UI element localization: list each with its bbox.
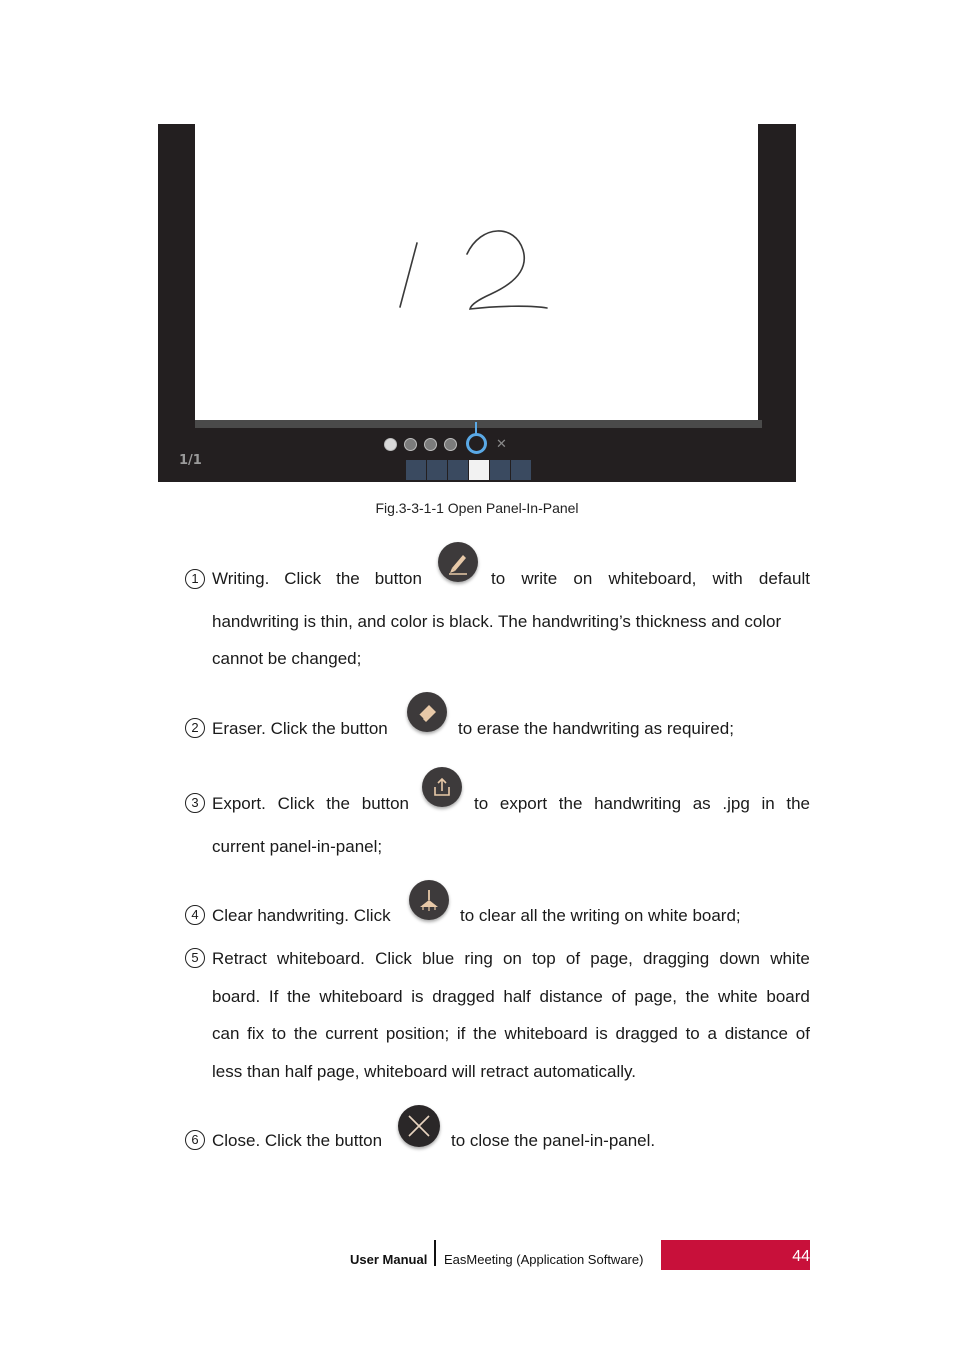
item-5-line-3: can fix to the current position; if the whiteboard is dragged to a distance of (212, 1024, 810, 1043)
item-number: 5 (185, 948, 205, 968)
item-1-line-1-after: to write on whiteboard, with default (491, 569, 810, 588)
item-number: 1 (185, 569, 205, 589)
item-number: 2 (185, 718, 205, 738)
footer-separator (434, 1240, 436, 1266)
item-3-line-2: current panel-in-panel; (212, 837, 383, 856)
whiteboard-bottom-bar (195, 420, 762, 428)
close-tool-icon[interactable]: ✕ (496, 436, 507, 451)
eraser-tool-icon[interactable] (404, 438, 417, 451)
item-4-line-1-after: to clear all the writing on white board; (460, 906, 741, 925)
footer-page-bar (661, 1240, 810, 1270)
item-2-line-1-before: Eraser. Click the button (212, 719, 388, 738)
figure-caption: Fig.3-3-1-1 Open Panel-In-Panel (375, 500, 579, 516)
item-3-line-1-before: Export. Click the button (212, 794, 409, 813)
eraser-icon[interactable] (511, 460, 531, 480)
item-1-line-2: handwriting is thin, and color is black. The handwriting’s thickness and color (212, 612, 782, 631)
export-icon[interactable] (422, 767, 462, 807)
menu-icon[interactable] (406, 460, 426, 480)
broom-icon[interactable] (409, 880, 449, 920)
bottom-toolbar (406, 460, 531, 480)
pen-tool-icon[interactable] (384, 438, 397, 451)
page-indicator: 1/1 (179, 453, 202, 468)
footer-app-name: EasMeeting (Application Software) (444, 1252, 644, 1267)
footer-manual-label: User Manual (350, 1252, 428, 1267)
page-number: 44 (792, 1248, 810, 1265)
marker-icon[interactable] (490, 460, 510, 480)
item-1-line-3: cannot be changed; (212, 649, 362, 668)
item-6-line-1-before: Close. Click the button (212, 1131, 383, 1150)
panel-in-panel-figure (158, 124, 796, 482)
item-5-line-4: less than half page, whiteboard will retract automatically. (212, 1062, 636, 1081)
hand-icon[interactable] (448, 460, 468, 480)
whiteboard-canvas[interactable] (195, 124, 758, 421)
page-footer (0, 1240, 954, 1270)
handwriting-12-drawing (195, 124, 758, 421)
clear-tool-icon[interactable] (444, 438, 457, 451)
item-number: 4 (185, 905, 205, 925)
close-icon[interactable] (398, 1105, 440, 1147)
pen-icon[interactable] (469, 460, 489, 480)
screen-icon[interactable] (427, 460, 447, 480)
item-1-line-1-before: Writing. Click the button (212, 569, 422, 588)
export-tool-icon[interactable] (424, 438, 437, 451)
pen-icon[interactable] (438, 542, 478, 582)
item-2-line-1-after: to erase the handwriting as required; (458, 719, 734, 738)
item-number: 6 (185, 1130, 205, 1150)
eraser-icon[interactable] (407, 692, 447, 732)
item-6-line-1-after: to close the panel-in-panel. (451, 1131, 656, 1150)
item-5-line-2: board. If the whiteboard is dragged half distance of page, the white board (212, 987, 810, 1006)
item-number: 3 (185, 793, 205, 813)
retract-ring-handle[interactable] (466, 433, 487, 454)
item-3-line-1-after: to export the handwriting as .jpg in the (474, 794, 810, 813)
item-4-line-1-before: Clear handwriting. Click (212, 906, 391, 925)
item-5-line-1: Retract whiteboard. Click blue ring on top of page, dragging down white (212, 949, 810, 968)
